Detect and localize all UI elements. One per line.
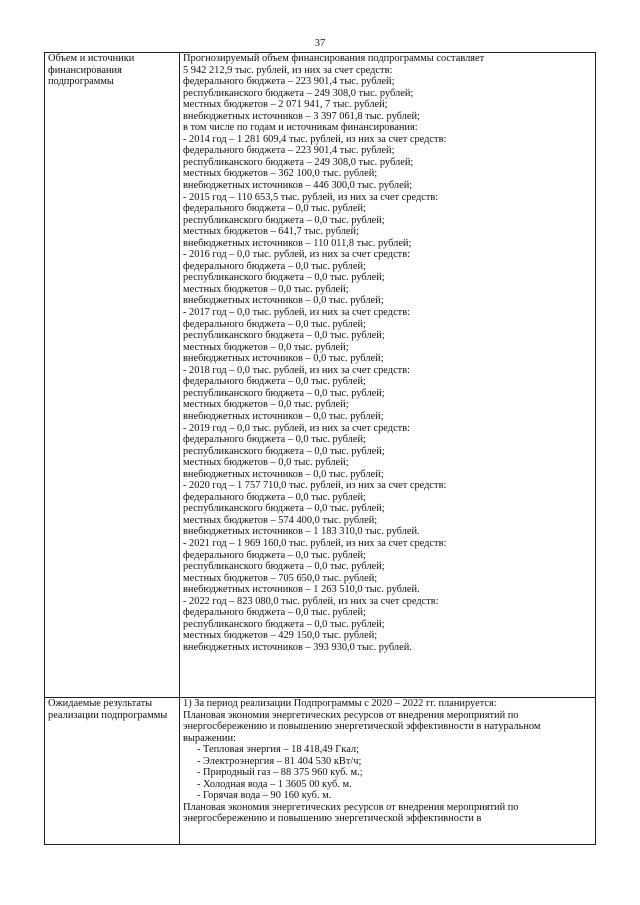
table-row bbox=[45, 698, 596, 845]
financing-line: республиканского бюджета – 0,0 тыс. рублей; bbox=[183, 387, 385, 399]
financing-line: местных бюджетов – 429 150,0 тыс. рублей; bbox=[183, 630, 378, 642]
subprogram-passport-table bbox=[44, 52, 596, 845]
financing-line: республиканского бюджета – 0,0 тыс. рублей; bbox=[183, 561, 385, 573]
financing-line: федерального бюджета – 0,0 тыс. рублей; bbox=[183, 607, 366, 619]
financing-line: - 2018 год – 0,0 тыс. рублей, из них за счет средств: bbox=[183, 364, 411, 376]
financing-line: внебюджетных источников – 0,0 тыс. рублей; bbox=[183, 410, 384, 422]
financing-line: республиканского бюджета – 0,0 тыс. рублей; bbox=[183, 330, 385, 342]
page-number: 37 bbox=[314, 38, 326, 49]
financing-text-cell bbox=[180, 53, 596, 698]
financing-line: - 2014 год – 1 281 609,4 тыс. рублей, из них за счет средств: bbox=[183, 133, 447, 145]
financing-line: 5 942 212,9 тыс. рублей, из них за счет средств: bbox=[183, 64, 393, 76]
financing-line: внебюджетных источников – 3 397 061,8 тыс. рублей; bbox=[183, 110, 420, 122]
financing-line: местных бюджетов – 0,0 тыс. рублей; bbox=[183, 457, 349, 469]
financing-line: внебюджетных источников – 0,0 тыс. рублей; bbox=[183, 295, 384, 307]
financing-line: внебюджетных источников – 446 300,0 тыс. рублей; bbox=[183, 180, 413, 192]
financing-line: федерального бюджета – 0,0 тыс. рублей; bbox=[183, 434, 366, 446]
financing-line: федерального бюджета – 0,0 тыс. рублей; bbox=[183, 376, 366, 388]
financing-line: - 2016 год – 0,0 тыс. рублей, из них за счет средств: bbox=[183, 249, 411, 261]
financing-line: местных бюджетов – 705 650,0 тыс. рублей; bbox=[183, 572, 378, 584]
row-label-financing: Объем и источники финансирования подпрограммы bbox=[45, 53, 180, 698]
financing-line: местных бюджетов – 0,0 тыс. рублей; bbox=[183, 341, 349, 353]
financing-line: федерального бюджета – 0,0 тыс. рублей; bbox=[183, 318, 366, 330]
financing-line: - 2020 год – 1 757 710,0 тыс. рублей, из них за счет средств: bbox=[183, 480, 447, 492]
financing-line: республиканского бюджета – 0,0 тыс. рублей; bbox=[183, 272, 385, 284]
financing-line: Прогнозируемый объем финансирования подпрограммы составляет bbox=[183, 53, 485, 64]
financing-line: федерального бюджета – 223 901,4 тыс. рублей; bbox=[183, 76, 395, 88]
financing-line: внебюджетных источников – 1 263 510,0 тыс. рублей. bbox=[183, 584, 420, 596]
financing-line: местных бюджетов – 0,0 тыс. рублей; bbox=[183, 399, 349, 411]
financing-line: внебюджетных источников – 110 011,8 тыс. рублей; bbox=[183, 237, 412, 249]
financing-line: федерального бюджета – 0,0 тыс. рублей; bbox=[183, 549, 366, 561]
financing-line: внебюджетных источников – 393 930,0 тыс. рублей. bbox=[183, 641, 412, 653]
savings-list-item: - Горячая вода – 90 160 куб. м. bbox=[197, 790, 332, 802]
financing-line: федерального бюджета – 0,0 тыс. рублей; bbox=[183, 491, 366, 503]
financing-line: - 2021 год – 1 969 160,0 тыс. рублей, из них за счет средств: bbox=[183, 537, 447, 549]
financing-line: республиканского бюджета – 249 308,0 тыс. рублей; bbox=[183, 87, 414, 99]
financing-line: федерального бюджета – 223 901,4 тыс. рублей; bbox=[183, 145, 395, 157]
financing-line: федерального бюджета – 0,0 тыс. рублей; bbox=[183, 260, 366, 272]
results-paragraph-2: Плановая экономия энергетических ресурсов от внедрения мероприятий по энергосбережению и повышению энергетической эффективности в bbox=[183, 801, 519, 825]
results-intro: 1) За период реализации Подпрограммы с 2020 – 2022 гг. планируется: bbox=[183, 698, 497, 709]
savings-list-item: - Природный газ – 88 375 960 куб. м.; bbox=[197, 767, 363, 779]
financing-line: республиканского бюджета – 0,0 тыс. рублей; bbox=[183, 618, 385, 630]
financing-line: в том числе по годам и источникам финансирования: bbox=[183, 122, 418, 134]
financing-line: - 2015 год – 110 653,5 тыс. рублей, из них за счет средств: bbox=[183, 191, 439, 203]
financing-line: местных бюджетов – 2 071 941, 7 тыс. рублей; bbox=[183, 99, 388, 111]
financing-line: внебюджетных источников – 0,0 тыс. рублей; bbox=[183, 353, 384, 365]
results-text-cell bbox=[180, 698, 596, 845]
financing-line: местных бюджетов – 574 400,0 тыс. рублей; bbox=[183, 514, 378, 526]
financing-line: - 2017 год – 0,0 тыс. рублей, из них за счет средств: bbox=[183, 307, 411, 319]
financing-line: республиканского бюджета – 0,0 тыс. рублей; bbox=[183, 503, 385, 515]
savings-list-item: - Электроэнергия – 81 404 530 кВт/ч; bbox=[197, 755, 362, 767]
results-paragraph-1: Плановая экономия энергетических ресурсов от внедрения мероприятий по энергосбережению и повышению энергетической эффективности в натуральном выражении: bbox=[183, 709, 541, 744]
financing-line: местных бюджетов – 641,7 тыс. рублей; bbox=[183, 226, 359, 238]
financing-line: местных бюджетов – 362 100,0 тыс. рублей; bbox=[183, 168, 378, 180]
table-row bbox=[45, 53, 596, 698]
savings-list-item: - Тепловая энергия – 18 418,49 Гкал; bbox=[197, 744, 359, 756]
financing-line: местных бюджетов – 0,0 тыс. рублей; bbox=[183, 283, 349, 295]
savings-list-item: - Холодная вода – 1 3605 00 куб. м. bbox=[197, 778, 352, 790]
financing-line: внебюджетных источников – 1 183 310,0 тыс. рублей. bbox=[183, 526, 420, 538]
financing-line: республиканского бюджета – 0,0 тыс. рублей; bbox=[183, 445, 385, 457]
financing-line: республиканского бюджета – 249 308,0 тыс. рублей; bbox=[183, 156, 414, 168]
financing-line: - 2019 год – 0,0 тыс. рублей, из них за счет средств: bbox=[183, 422, 411, 434]
financing-line: внебюджетных источников – 0,0 тыс. рублей; bbox=[183, 468, 384, 480]
financing-line: - 2022 год – 823 080,0 тыс. рублей, из них за счет средств: bbox=[183, 595, 439, 607]
financing-line: республиканского бюджета – 0,0 тыс. рублей; bbox=[183, 214, 385, 226]
financing-line: федерального бюджета – 0,0 тыс. рублей; bbox=[183, 203, 366, 215]
row-label-results: Ожидаемые результаты реализации подпрограммы bbox=[45, 698, 180, 845]
